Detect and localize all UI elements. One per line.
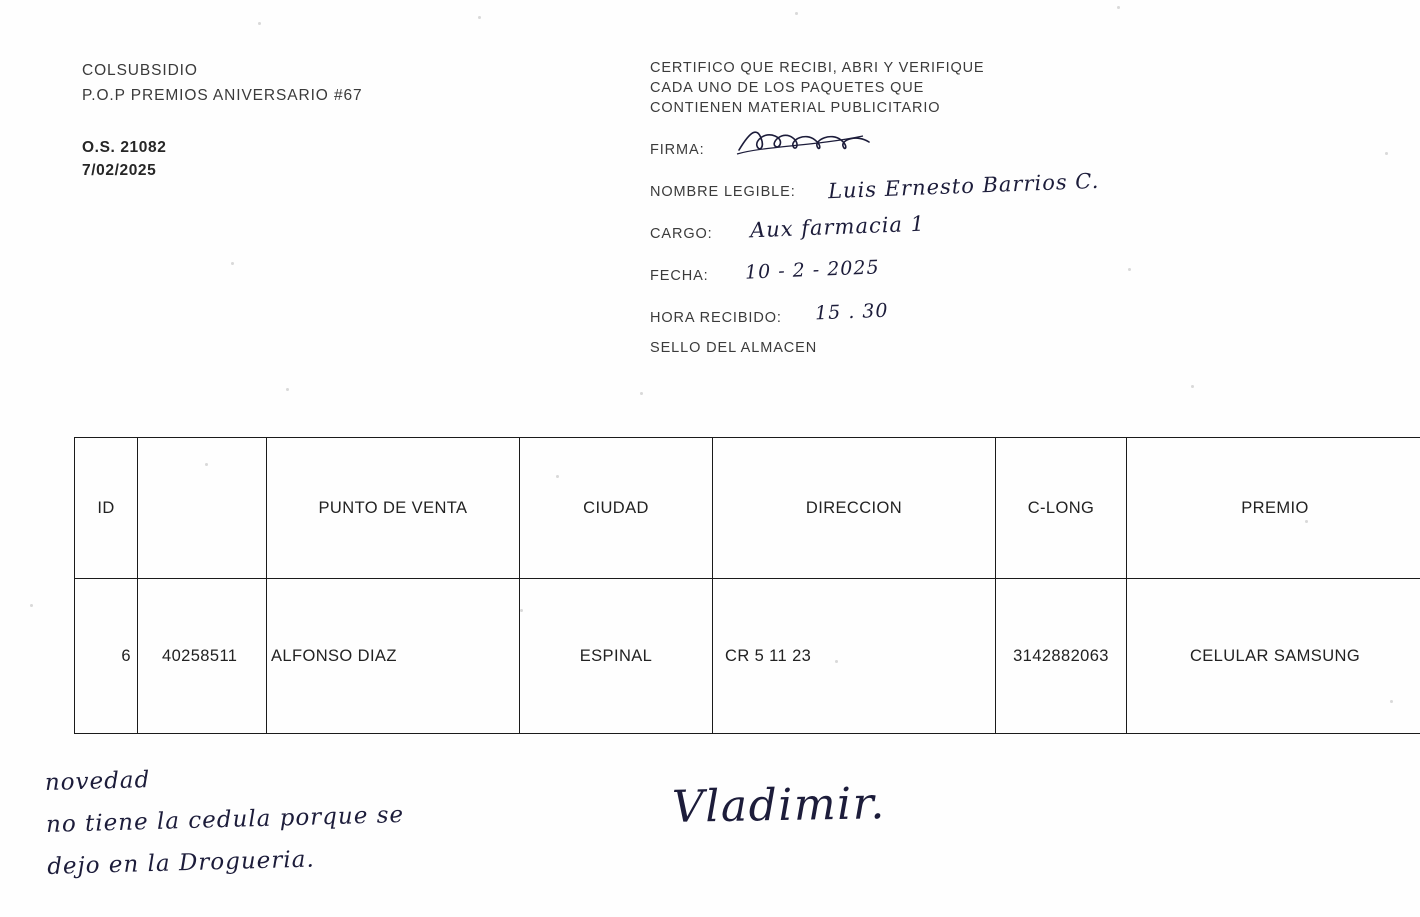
table-row (75, 579, 1420, 734)
field-label-cargo: CARGO: (650, 226, 713, 242)
scan-speck (640, 392, 643, 395)
handwritten-signature-name: Vladimir. (671, 778, 887, 833)
cell-code: 40258511 (138, 579, 267, 734)
field-value-fecha: 10 - 2 - 2025 (744, 256, 880, 284)
cell-c-long: 3142882063 (996, 579, 1127, 734)
document-header-left (82, 58, 363, 182)
cell-row-index: 6 (75, 579, 138, 734)
scan-speck (30, 604, 33, 607)
field-value-hora-recibido: 15 . 30 (814, 299, 889, 325)
field-label-fecha: FECHA: (650, 268, 709, 284)
scan-speck (231, 262, 234, 265)
document-date: 7/02/2025 (82, 162, 157, 179)
scan-speck (1385, 152, 1388, 155)
scan-speck (1117, 6, 1120, 9)
note-line-1: novedad (44, 767, 151, 797)
scan-speck (795, 12, 798, 15)
field-value-cargo: Aux farmacia 1 (749, 211, 926, 243)
field-label-nombre-legible: NOMBRE LEGIBLE: (650, 184, 796, 200)
field-label-hora-recibido: HORA RECIBIDO: (650, 310, 782, 326)
field-label-firma: FIRMA: (650, 142, 705, 158)
company-name: COLSUBSIDIO (82, 62, 198, 79)
cell-premio: CELULAR SAMSUNG (1127, 579, 1420, 734)
scan-speck (478, 16, 481, 19)
col-header-punto-de-venta: PUNTO DE VENTA (267, 438, 520, 579)
scan-speck (258, 22, 261, 25)
note-line-3: dejo en la Drogueria. (46, 846, 316, 880)
field-value-nombre-legible: Luis Ernesto Barrios C. (827, 168, 1100, 204)
order-number: O.S. 21082 (82, 139, 167, 156)
certificate-line-1: CERTIFICO QUE RECIBI, ABRI Y VERIFIQUE (650, 60, 985, 76)
certificate-line-3: CONTIENEN MATERIAL PUBLICITARIO (650, 100, 941, 116)
prizes-table (74, 437, 1420, 734)
document-subtitle: P.O.P PREMIOS ANIVERSARIO #67 (82, 87, 363, 104)
cell-ciudad: ESPINAL (520, 579, 713, 734)
scan-speck (286, 388, 289, 391)
note-line-2: no tiene la cedula porque se (45, 802, 405, 838)
cell-direccion: CR 5 11 23 (713, 579, 996, 734)
table-header-row (75, 438, 1420, 579)
col-header-code (138, 438, 267, 579)
col-header-id: ID (75, 438, 138, 579)
stamp-label: SELLO DEL ALMACEN (650, 340, 818, 356)
certificate-line-2: CADA UNO DE LOS PAQUETES QUE (650, 80, 925, 96)
col-header-direccion: DIRECCION (713, 438, 996, 579)
col-header-premio: PREMIO (1127, 438, 1420, 579)
col-header-c-long: C-LONG (996, 438, 1127, 579)
cell-punto-de-venta: ALFONSO DIAZ (267, 579, 520, 734)
col-header-ciudad: CIUDAD (520, 438, 713, 579)
scan-speck (1191, 385, 1194, 388)
handwritten-note (44, 752, 406, 888)
scan-speck (1128, 268, 1131, 271)
certificate-block (650, 58, 1100, 350)
signature-scribble (735, 126, 880, 156)
